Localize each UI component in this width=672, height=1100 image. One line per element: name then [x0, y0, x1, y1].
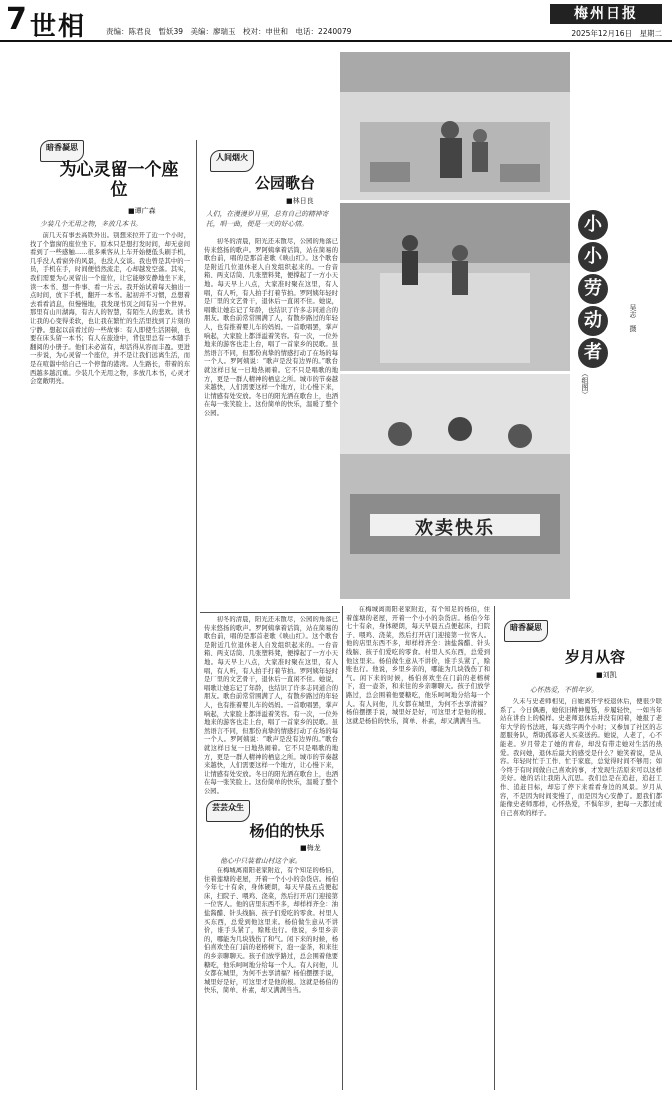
- article2-continued: 初冬的清晨，阳光还未散尽，公园的角落已传来悠扬的歌声。罗阿姨拿着话筒，站在简易的歌台前，唱的是那首老歌《映山红》。这个歌台是附近几位退休老人自发组织起来的。一台音箱、两支话筒、几张塑料凳，便撑起了一方小天地。每天早上八点，大家准时聚在这里，有人唱，有人听，有人拍手打着节拍。罗阿姨年轻时是厂里的文艺骨干，退休后一直闲不住。她说，唱歌让她忘记了年龄，也结识了许多志同道合的朋友。歌台前常常围满了人，有散步路过的年轻人，也有推着婴儿车的妈妈。一首歌唱罢，掌声响起，大家脸上都洋溢着笑容。有一次，一位外地来的游客也走上台，唱了一首家乡的民歌。虽然语言不同，但那份真挚的情感打动了在场的每一个人。罗阿姨说：“歌声是没有边界的。”歌台就这样日复一日地热闹着。它不只是唱歌的地方，更是一群人精神的栖息之所。城市的节奏越来越快，人们需要这样一个地方，让心慢下来，让情感有处安放。冬日的阳光洒在歌台上，也洒在每一张笑脸上。这份简单的快乐，温暖了整个公园。: [204, 616, 338, 795]
- article-title: 岁月从容: [564, 648, 625, 666]
- photo-market: [340, 52, 570, 200]
- article-badge: 人间烟火: [210, 150, 254, 172]
- article-lead: 他心中只装着山村这个家。: [220, 857, 302, 865]
- title-char: 小: [578, 210, 608, 240]
- title-char: 劳: [578, 274, 608, 304]
- newspaper-logo: 梅州日报: [550, 4, 662, 24]
- article-badge: 暗香凝思: [504, 620, 548, 642]
- illustration-caption: （组图）: [581, 370, 589, 398]
- article-badge: 芸芸众生: [206, 800, 250, 822]
- harvest-photo-image: [340, 203, 570, 371]
- article-title: 为心灵留一个座位: [59, 160, 179, 200]
- article-lead: 心怀热爱，不惧年岁。: [530, 686, 598, 694]
- column-divider: [342, 606, 343, 1090]
- photo-children-stall: [340, 374, 570, 599]
- section-title: 世相: [30, 12, 87, 42]
- children-stall-image: [340, 374, 570, 599]
- title-char: 者: [578, 338, 608, 368]
- title-char: 动: [578, 306, 608, 336]
- photo-credit: 吴志 摄: [629, 304, 637, 332]
- market-photo-image: [340, 52, 570, 200]
- dateline: 2025年12月16日 星期二: [571, 29, 662, 38]
- article-badge: 暗香凝思: [40, 140, 84, 162]
- article-title: 公园歌台: [254, 174, 315, 192]
- article-author: ■刘凯: [596, 671, 617, 679]
- article-body: 久未与史老师相见，自她离开学校退休后，便很少联系了。今日偶遇，她依旧精神矍铄，步履轻快，一如当年站在讲台上的模样。史老师退休后并没有闲着，她报了老年大学的书法班，每天练字两个小时；又参加了社区的志愿服务队，帮助孤寡老人买菜送药。她说，人老了，心不能老。岁月带走了她的青春，却没有带走她对生活的热爱。我问她，退休后最大的感受是什么？她笑着说，是从容。年轻时忙于工作、忙于家庭，总觉得时间不够用；如今终于有时间做自己喜欢的事，才发现生活原来可以这样美好。她的话让我陷入沉思。我们总是在追赶，追赶工作、追赶目标，却忘了停下来看看身边的风景。岁月从容，不是因为时间变慢了，而是因为心安静了。愿我们都能像史老师那样，心怀热爱，不惧年岁，把每一天都过成自己喜欢的样子。: [500, 698, 662, 817]
- masthead: [0, 0, 672, 42]
- article-author: ■谭广森: [128, 207, 156, 215]
- article3-continued: 在梅城离南阳老家附近，有个知足的杨伯，住着莲塘的老屋，开着一个小小的杂货店。杨伯今年七十有余，身体硬朗，每天早晨五点便起床，扫院子、喂鸡、浇菜，然后打开店门迎接第一位客人。他的店里东西不多，却样样齐全：油盐酱醋、针头线脑、孩子们爱吃的零食。村里人买东西，总爱到他这里来。杨伯做生意从不讲价，谁手头紧了，赊账也行。他说，乡里乡亲的，哪能为几块钱伤了和气。闲下来的时候，杨伯喜欢坐在门前的老榕树下，泡一壶茶，和来往的乡亲聊聊天。孩子们放学路过，总会围着他要糖吃，他乐呵呵地分给每一个人。有人问他，儿女都在城里，为何不去享清福？杨伯摆摆手说，城里好是好，可这里才是他的根。这就是杨伯的快乐，简单、朴素，却又满满当当。: [346, 606, 490, 725]
- article-title: 杨伯的快乐: [249, 822, 325, 840]
- article-lead: 少装几个无用之物，多放几本书。: [40, 220, 142, 228]
- title-char: 小: [578, 242, 608, 272]
- photo-harvest: [340, 203, 570, 371]
- article-lead: 人们，在漫漫岁月里，总有自己的精神寄托，唱一曲，便是一天的好心情。: [206, 210, 329, 228]
- section-divider: [200, 612, 340, 613]
- illustration-title: [578, 210, 618, 370]
- article-author: ■林日良: [286, 197, 314, 205]
- article-body: 前几天有事去高铁外出。别想来拉开了近一个小时，找了个靠窗的座位坐下。原本只是想打发时间，却无意间看到了一些感触……很多乘客从上车开始便低头刷手机，几乎没人看窗外的风景，也没人交谈。我也曾是其中的一员，手机在手，时间便悄然流走，心却越发空落。其实，我们需要为心灵留出一个座位，让它能够安静地坐下来，读一本书、想一件事、看一片云。我开始试着每天抽出一点时间，放下手机，翻开一本书。起初并不习惯，总想着去看看消息，但慢慢地，我发现书页之间有另一个世界。那里有山川湖海，有古人的智慧，有陌生人的悲欢。读书让我的心变得柔软，也让我在繁忙的生活里找到了片刻的宁静。想起以前看过的一些故事：有人即使生活困顿，也要在床头留一本书；有人在旅途中，背包里总有一本随手翻阅的小册子。他们未必富有，却活得从容而丰盈。更进一步说，为心灵留一个座位，并不是让我们远离生活，而是在喧嚣中给自己一个停靠的港湾。人生路长，带着的东西越多越沉重。少装几个无用之物，多放几本书，心灵才会宽敞明亮。: [30, 232, 190, 386]
- column-divider: [494, 606, 495, 1090]
- page-number: 7: [6, 2, 27, 37]
- article-body: 在梅城离南阳老家附近，有个知足的杨伯，住着莲塘的老屋，开着一个小小的杂货店。杨伯今年七十有余，身体硬朗，每天早晨五点便起床，扫院子、喂鸡、浇菜，然后打开店门迎接第一位客人。他的店里东西不多，却样样齐全：油盐酱醋、针头线脑、孩子们爱吃的零食。村里人买东西，总爱到他这里来。杨伯做生意从不讲价，谁手头紧了，赊账也行。他说，乡里乡亲的，哪能为几块钱伤了和气。闲下来的时候，杨伯喜欢坐在门前的老榕树下，泡一壶茶，和来往的乡亲聊聊天。孩子们放学路过，总会围着他要糖吃，他乐呵呵地分给每一个人。有人问他，儿女都在城里，为何不去享清福？杨伯摆摆手说，城里好是好，可这里才是他的根。这就是杨伯的快乐，简单、朴素，却又满满当当。: [204, 867, 338, 995]
- stall-sign: 欢卖快乐: [415, 518, 495, 539]
- editor-credits: 责编：陈君良 暂妖39 美编：廖瑞玉 校对：申世和 电话：2240079: [106, 27, 352, 36]
- column-divider: [196, 140, 197, 1090]
- article-author: ■梅龙: [300, 844, 321, 852]
- article-body: 初冬的清晨，阳光还未散尽，公园的角落已传来悠扬的歌声。罗阿姨拿着话筒，站在简易的歌台前，唱的是那首老歌《映山红》。这个歌台是附近几位退休老人自发组织起来的。一台音箱、两支话筒、几张塑料凳，便撑起了一方小天地。每天早上八点，大家准时聚在这里，有人唱，有人听，有人拍手打着节拍。罗阿姨年轻时是厂里的文艺骨干，退休后一直闲不住。她说，唱歌让她忘记了年龄，也结识了许多志同道合的朋友。歌台前常常围满了人，有散步路过的年轻人，也有推着婴儿车的妈妈。一首歌唱罢，掌声响起，大家脸上都洋溢着笑容。有一次，一位外地来的游客也走上台，唱了一首家乡的民歌。虽然语言不同，但那份真挚的情感打动了在场的每一个人。罗阿姨说：“歌声是没有边界的。”歌台就这样日复一日地热闹着。它不只是唱歌的地方，更是一群人精神的栖息之所。城市的节奏越来越快，人们需要这样一个地方，让心慢下来，让情感有处安放。冬日的阳光洒在歌台上，也洒在每一张笑脸上。这份简单的快乐，温暖了整个公园。: [204, 238, 338, 417]
